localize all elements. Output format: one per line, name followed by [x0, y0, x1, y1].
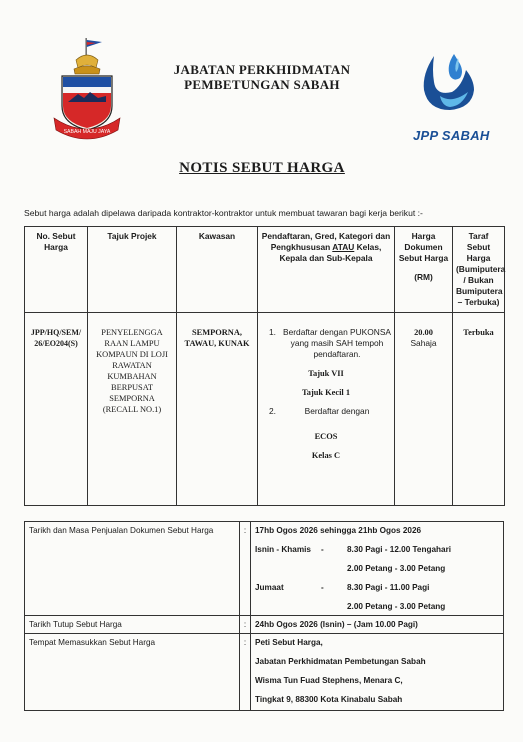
org-line-2: PEMBETUNGAN SABAH	[184, 77, 340, 92]
tempat-row	[25, 634, 504, 711]
header-pendaftaran-pre: Pendaftaran, Gred, Kategori dan Pengkhususan	[261, 231, 391, 252]
header-pendaftaran-atau: ATAU	[332, 242, 355, 252]
pendaftaran-item-2	[261, 406, 391, 417]
header-taraf: Taraf Sebut Harga (Bumiputera / Bukan Bumiputera – Terbuka)	[453, 227, 505, 313]
notice-title: NOTIS SEBUT HARGA	[179, 160, 345, 176]
jualan-dates: 17hb Ogos 2026 sehingga 21hb Ogos 2026	[255, 526, 422, 535]
cell-harga	[395, 313, 453, 506]
header-harga-label: Harga Dokumen Sebut Harga	[398, 231, 449, 263]
item-1-number: 1.	[269, 327, 276, 337]
item-1-tajuk: Tajuk VII	[308, 369, 344, 378]
header-tajuk: Tajuk Projek	[88, 227, 177, 313]
harga-value: 20.00	[414, 328, 433, 337]
quotation-table	[24, 226, 505, 506]
cell-no: JPP/HQ/SEM/ 26/EO204(S)	[25, 313, 88, 506]
tutup-value: 24hb Ogos 2026 (Isnin) – (Jam 10.00 Pagi)	[251, 616, 504, 634]
item-2-text: Berdaftar dengan	[304, 406, 370, 416]
tempat-address	[251, 634, 504, 711]
sales-schedule	[255, 544, 499, 612]
crest-motto: SABAH MAJU JAYA	[63, 129, 111, 135]
harga-word: Sahaja	[410, 338, 437, 348]
header-pendaftaran-post: Kelas, Kepala dan Sub-Kepala	[279, 242, 382, 263]
jualan-label: Tarikh dan Masa Penjualan Dokumen Sebut Harga	[25, 522, 240, 616]
tutup-label: Tarikh Tutup Sebut Harga	[25, 616, 240, 634]
sabah-crest-icon	[52, 38, 122, 144]
j-time-2: 2.00 Petang - 3.00 Petang	[347, 602, 446, 611]
item-2-number: 2.	[269, 406, 276, 416]
details-table	[24, 521, 504, 711]
tutup-row	[25, 616, 504, 634]
item-1-text: Berdaftar dengan PUKONSA yang masih SAH tempoh pendaftaran.	[283, 327, 392, 359]
ik-time-2: 2.00 Petang - 3.00 Petang	[347, 564, 446, 573]
item-2-kelas: Kelas C	[311, 451, 341, 460]
address-line-3: Wisma Tun Fuad Stephens, Menara C,	[255, 676, 403, 685]
schedule-dash-2: -	[321, 583, 324, 592]
cell-kawasan: SEMPORNA, TAWAU, KUNAK	[177, 313, 258, 506]
cell-tajuk: PENYELENGGA RAAN LAMPU KOMPAUN DI LOJI RAWATAN KUMBAHAN BERPUSAT SEMPORNA (RECALL NO.1)	[88, 313, 177, 506]
header-pendaftaran	[258, 227, 395, 313]
header-harga-unit: (RM)	[414, 272, 433, 282]
header-kawasan: Kawasan	[177, 227, 258, 313]
table-row	[25, 313, 505, 506]
jualan-value	[251, 522, 504, 616]
cell-taraf: Terbuka	[453, 313, 505, 506]
table-header-row	[25, 227, 505, 313]
tempat-label: Tempat Memasukkan Sebut Harga	[25, 634, 240, 711]
header-harga	[395, 227, 453, 313]
intro-text: Sebut harga adalah dipelawa daripada kontraktor-kontraktor untuk membuat tawaran bagi kerja berikut :-	[24, 208, 423, 218]
j-time-1: 8.30 Pagi - 11.00 Pagi	[347, 583, 430, 592]
address-line-2: Jabatan Perkhidmatan Pembetungan Sabah	[255, 657, 426, 666]
jpp-sabah-logo-icon	[412, 52, 486, 112]
jualan-row	[25, 522, 504, 616]
item-2-ecos: ECOS	[314, 432, 338, 441]
ik-time-1: 8.30 Pagi - 12.00 Tengahari	[347, 545, 452, 554]
schedule-dash-1: -	[321, 545, 324, 554]
jpp-sabah-logo-text: JPP SABAH	[413, 128, 490, 143]
tempat-colon: :	[240, 634, 251, 711]
isnin-khamis-label: Isnin - Khamis	[255, 545, 311, 554]
pendaftaran-item-1	[261, 327, 391, 360]
header-no: No. Sebut Harga	[25, 227, 88, 313]
jumaat-label: Jumaat	[255, 583, 284, 592]
cell-pendaftaran	[258, 313, 395, 506]
address-line-4: Tingkat 9, 88300 Kota Kinabalu Sabah	[255, 695, 403, 704]
organisation-title	[150, 62, 374, 92]
jualan-colon: :	[240, 522, 251, 616]
tutup-colon: :	[240, 616, 251, 634]
item-1-tajuk-kecil: Tajuk Kecil 1	[301, 388, 351, 397]
address-line-1: Peti Sebut Harga,	[255, 638, 323, 647]
org-line-1: JABATAN PERKHIDMATAN	[173, 62, 351, 77]
